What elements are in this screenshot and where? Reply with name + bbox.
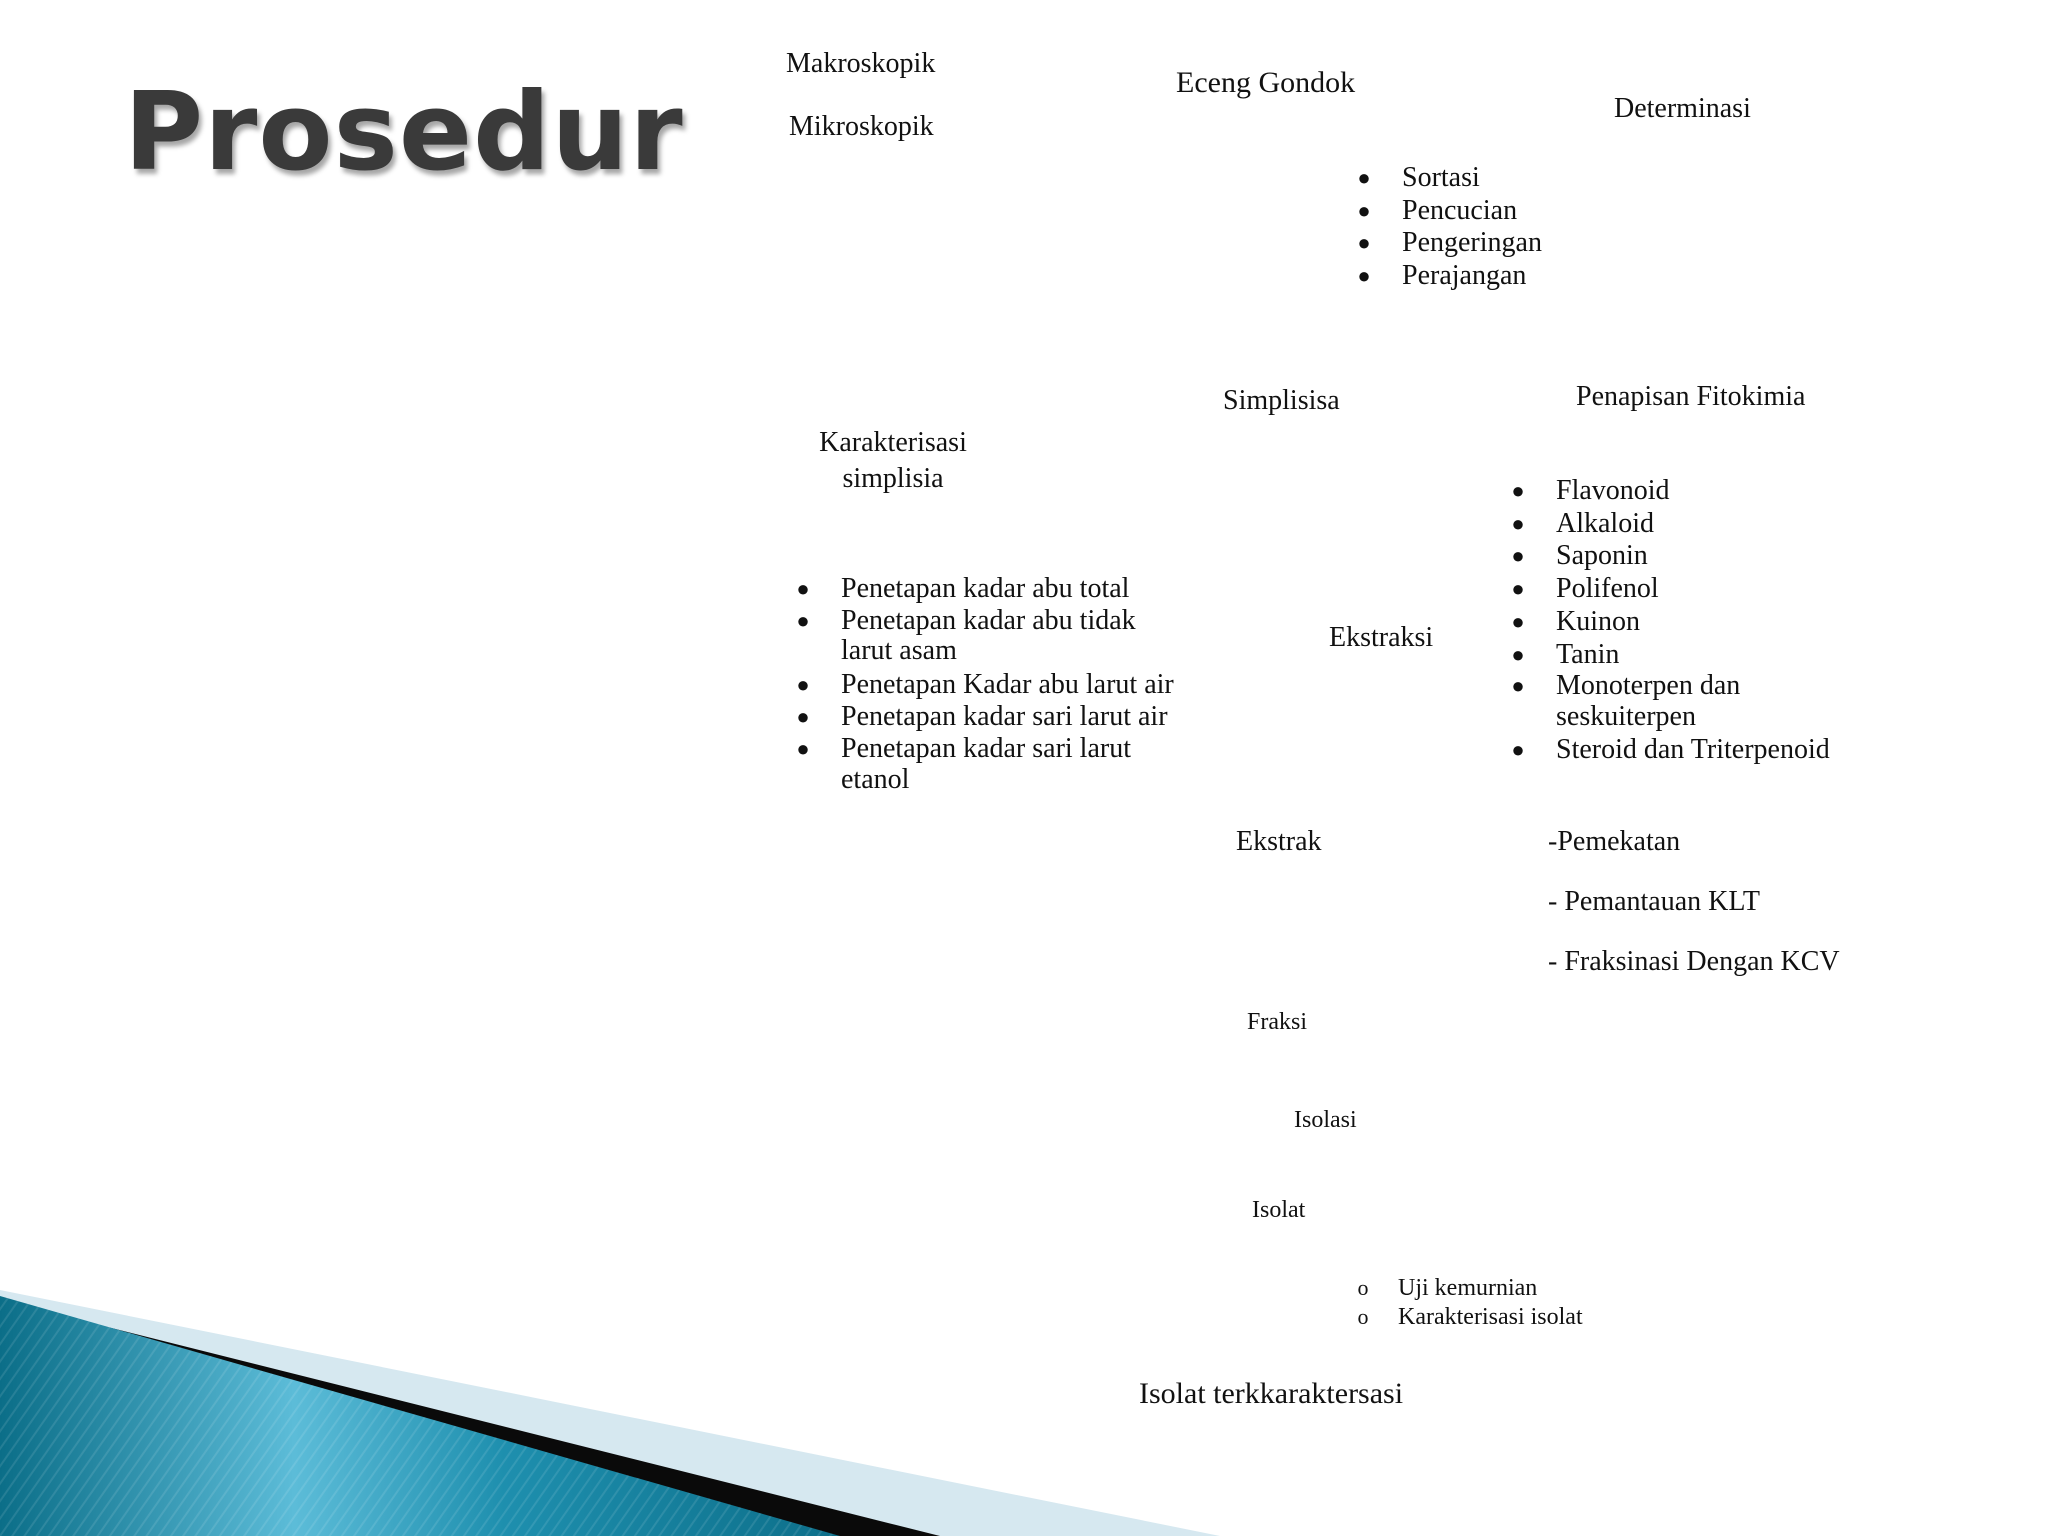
list-item: ● Flavonoid [1508,475,1908,508]
list-item: ● Penetapan Kadar abu larut air [793,669,1203,702]
karakterisasi-list [793,573,1203,795]
bullet-icon: ● [1511,510,1525,536]
label-karakterisasi-simplisia: Karakterisasi simplisia [819,427,967,494]
isolat-steps-list [1352,1274,1583,1331]
bullet-icon: ● [1511,737,1525,763]
bullet-icon: ● [796,607,810,633]
list-item: ● Alkaloid [1508,508,1908,541]
list-item: ● Kuinon [1508,606,1908,639]
bullet-icon: ● [1511,608,1525,634]
bullet-icon: ● [796,704,810,730]
processing-steps-list [1354,162,1542,293]
bullet-icon: ● [796,576,810,601]
list-item: ● Penetapan kadar abu tidak larut asam [793,606,1141,669]
label-isolat: Isolat [1252,1197,1306,1223]
bullet-icon: ● [1511,641,1525,667]
ekstrak-step: - Fraksinasi Dengan KCV [1548,946,1840,977]
list-item: ● Sortasi [1354,162,1542,195]
circle-bullet-icon: o [1357,1275,1369,1300]
label-makroskopik: Makroskopik [786,48,936,79]
list-item: ● Steroid dan Triterpenoid [1508,734,1908,767]
list-item: ● Saponin [1508,540,1908,573]
ekstrak-steps [1548,826,1840,1006]
decoration-teal-stripes [0,1296,840,1536]
label-mikroskopik: Mikroskopik [789,111,934,142]
label-penapisan-fitokimia: Penapisan Fitokimia [1576,381,1806,412]
list-item: ● Penetapan kadar sari larut air [793,701,1203,734]
bullet-icon: ● [1357,165,1371,190]
list-item: ● Pencucian [1354,195,1542,228]
bullet-icon: ● [1357,197,1371,223]
label-fraksi: Fraksi [1247,1009,1307,1035]
bullet-icon: ● [1511,673,1525,699]
label-isolat-terkarakterisasi: Isolat terkkaraktersasi [1139,1377,1404,1410]
label-ekstrak: Ekstrak [1236,826,1322,857]
list-item: ● Perajangan [1354,260,1542,293]
label-simplisisa: Simplisisa [1223,385,1340,416]
ekstrak-step: -Pemekatan [1548,826,1681,857]
list-item: ● Penetapan kadar sari larut etanol [793,734,1161,795]
list-item: ● Pengeringan [1354,227,1542,260]
bullet-icon: ● [1511,576,1525,602]
label-ekstraksi: Ekstraksi [1329,622,1434,653]
list-item: ● Polifenol [1508,573,1908,606]
list-item: o Uji kemurnian [1352,1274,1583,1303]
list-item: ● Monoterpen dan seskuiterpen [1508,671,1786,734]
bullet-icon: ● [1511,478,1525,503]
bullet-icon: ● [1357,263,1371,289]
bullet-icon: ● [796,736,810,762]
circle-bullet-icon: o [1357,1303,1369,1329]
label-isolasi: Isolasi [1294,1107,1357,1133]
ekstrak-step: - Pemantauan KLT [1548,886,1761,917]
bullet-icon: ● [1511,543,1525,569]
label-determinasi: Determinasi [1614,93,1751,124]
list-item: ● Penetapan kadar abu total [793,573,1203,606]
list-item: ● Tanin [1508,639,1908,672]
bullet-icon: ● [1357,230,1371,256]
bullet-icon: ● [796,671,810,697]
slide-title: Prosedur [124,70,684,195]
fitokimia-list [1508,475,1908,767]
label-eceng-gondok: Eceng Gondok [1176,66,1356,99]
list-item: o Karakterisasi isolat [1352,1303,1583,1332]
